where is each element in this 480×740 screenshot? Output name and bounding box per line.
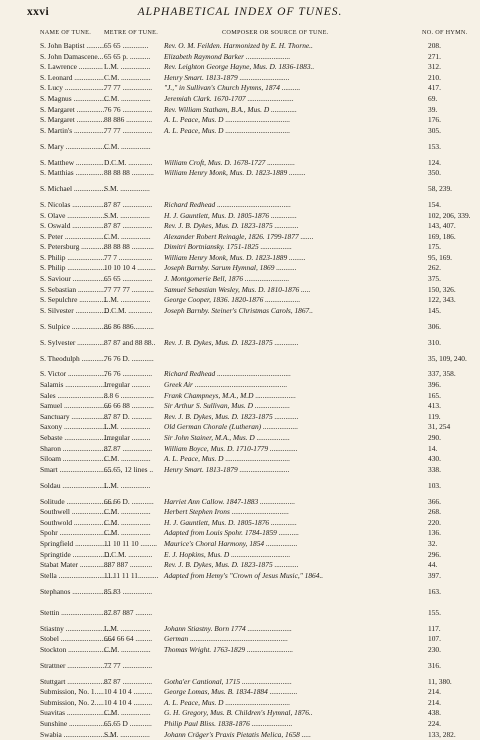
tune-name: Strattner ........................: [40, 660, 112, 670]
tune-name: S. Martin's .................: [40, 125, 106, 135]
tune-metre: C.M. ................: [104, 93, 151, 103]
tune-metre: 10 4 10 4 ..........: [104, 687, 153, 697]
tune-composer: Harriet Ann Callow. 1847-1883 ...................: [164, 496, 296, 506]
hymn-numbers: 102, 206, 339.: [428, 210, 471, 220]
tune-metre: D.C.M. .............: [104, 157, 153, 167]
tune-entry: [0, 274, 480, 285]
tune-metre: 65 65 ..............: [104, 41, 149, 50]
hymn-numbers: 11, 380.: [428, 676, 452, 686]
tune-composer: George Lomas, Mus. B. 1834-1884 ...............: [164, 687, 298, 697]
tune-metre: 76 76 ................: [104, 369, 153, 379]
tune-name: S. Olave .....................: [40, 210, 107, 220]
tune-name: S. Matthew ...............: [40, 157, 104, 167]
tune-composer: Jeremiah Clark. 1670-1707 .........................: [164, 93, 294, 103]
tune-entry: [0, 295, 480, 306]
tune-metre: C.M. ................: [104, 454, 151, 464]
tune-metre: C.M. ................: [104, 507, 151, 517]
tune-name: S. Leonard ................: [40, 72, 104, 82]
hymn-numbers: 175.: [428, 242, 441, 252]
hymn-numbers: 150, 326.: [428, 284, 456, 294]
tune-composer: H. J. Gauntlett, Mus. D. 1805-1876 ..............: [164, 517, 297, 527]
tune-metre: C.M. ................: [104, 644, 151, 654]
tune-name: Stettin ............................: [40, 607, 113, 617]
tune-entry: [0, 83, 480, 94]
hymn-numbers: 220.: [428, 517, 441, 527]
hymn-numbers: 296.: [428, 549, 441, 559]
tune-name: S. Lucy ......................: [40, 83, 106, 93]
tune-entry: [0, 369, 480, 380]
tune-name: S. Mary .......................: [40, 141, 109, 151]
hymn-numbers: 39.: [428, 104, 438, 114]
tune-name: Springtide .....................: [40, 549, 112, 559]
tune-metre: 66 66 D. ............: [104, 496, 154, 506]
hymn-numbers: 224.: [428, 719, 441, 728]
tune-composer: Adapted from Louis Spohr. 1784-1859 ...........: [164, 528, 300, 538]
tune-entry: [0, 316, 480, 337]
tune-name: Samuel .........................: [40, 401, 111, 411]
tune-name: Springfield ...................: [40, 538, 111, 548]
hymn-numbers: 176.: [428, 115, 441, 125]
tune-composer: Elizabeth Raymond Barker ........................: [164, 51, 291, 61]
tune-metre: 77 77 77 ............: [104, 284, 154, 294]
hymn-numbers: 397.: [428, 570, 441, 580]
tune-composer: E. J. Hopkins, Mus. D ................................: [164, 549, 291, 559]
hymn-numbers: 262.: [428, 263, 441, 273]
tune-metre: 65 65 D ............: [104, 719, 152, 728]
tune-metre: 88 88 88 ............: [104, 242, 154, 252]
tune-name: S. Margaret ...............: [40, 115, 105, 125]
tune-metre: 87 87 ................: [104, 676, 153, 686]
tune-entry: [0, 401, 480, 412]
tune-composer: "J.," in Sullivan's Church Hymns, 1874 ..........: [164, 83, 301, 93]
tune-metre: 887 887 ............: [104, 560, 153, 570]
tune-entry: [0, 253, 480, 264]
tune-entry: [0, 73, 480, 84]
tune-metre: 77 7 ..................: [104, 252, 153, 262]
tune-metre: 88 88 88 ............: [104, 168, 154, 178]
hymn-numbers: 305.: [428, 125, 441, 135]
hymn-numbers: 165.: [428, 390, 441, 400]
hymn-numbers: 163.: [428, 586, 441, 596]
tune-name: S. Sebastian ...............: [40, 284, 106, 294]
hymn-numbers: 58, 239.: [428, 184, 453, 194]
tune-composer: Richard Redhead ........................................: [164, 199, 291, 209]
tune-composer: Maurice's Choral Harmony, 1854 .................: [164, 538, 298, 548]
tune-entry: [0, 221, 480, 232]
tune-name: Soldau ...........................: [40, 480, 113, 490]
tune-entry: [0, 687, 480, 698]
tune-name: S. Victor .....................: [40, 369, 107, 379]
tune-entry: [0, 158, 480, 169]
tune-name: S. Sylvester ...............: [40, 337, 105, 347]
tune-entry: [0, 507, 480, 518]
hymn-numbers: 103.: [428, 480, 441, 490]
tune-composer: Henry Smart. 1813-1879 ...........................: [164, 72, 290, 82]
tune-composer: G. H. Gregory, Mus. B. Children's Hymnal, 1876..: [164, 708, 313, 718]
tune-metre: 86 86 886...........: [104, 321, 154, 331]
tune-metre: 85 83 ................: [104, 586, 153, 596]
hymn-numbers: 117.: [428, 623, 441, 633]
column-header-name: NAME OF TUNE.: [40, 29, 92, 36]
tune-composer: Frank Champneys, M.A., M.D ......................: [164, 390, 296, 400]
tune-name: S. John Baptist ..........: [40, 41, 105, 50]
tune-metre: 87 87 ................: [104, 221, 153, 231]
tune-name: Sharon ...........................: [40, 443, 113, 453]
tune-name: Southwell .......................: [40, 507, 115, 517]
tune-name: Sanctuary .....................: [40, 411, 111, 421]
tune-composer: Alexander Robert Reinagle, 1826. 1799-1877 .......: [164, 231, 314, 241]
tune-name: Stockton .........................: [40, 644, 115, 654]
tune-entry: [0, 126, 480, 137]
page-title: ALPHABETICAL INDEX OF TUNES.: [137, 6, 343, 18]
tune-name: Spohr ..............................: [40, 528, 115, 538]
hymn-numbers: 417.: [428, 83, 441, 93]
tune-composer: Rev. J. B. Dykes, Mus. D. 1823-1875 .............: [164, 337, 299, 347]
tune-composer: Rev. William Statham, B.A., Mus. D ..............: [164, 104, 297, 114]
tune-name: S. Oswald ..................: [40, 221, 106, 231]
tune-metre: Irregular ..........: [104, 432, 151, 442]
tune-entry: [0, 645, 480, 656]
tune-composer: William Henry Monk, Mus. D. 1823-1889 .........: [164, 252, 306, 262]
tune-entry: [0, 94, 480, 105]
tune-name: Submission, No. 2.....: [40, 697, 104, 707]
column-header-hymn: NO. OF HYMN.: [422, 29, 468, 36]
tune-composer: A. L. Peace, Mus. D ...................................: [164, 697, 291, 707]
tune-name: S. Petersburg .............: [40, 242, 106, 252]
hymn-numbers: 396.: [428, 380, 441, 389]
tune-composer: Henry Smart. 1813-1879 ...........................: [164, 464, 290, 474]
tune-entry: [0, 677, 480, 688]
tune-name: Siloam ...........................: [40, 454, 113, 464]
tune-name: S. Saviour ...................: [40, 274, 108, 284]
tune-entry: [0, 422, 480, 433]
tune-metre: 11 11 11 11...........: [104, 570, 159, 580]
tune-name: S. Margaret ...............: [40, 104, 105, 114]
page-number: xxvi: [27, 6, 50, 18]
tune-entry: [0, 497, 480, 508]
tune-entry: [0, 581, 480, 602]
hymn-numbers: 69.: [428, 93, 438, 103]
tune-entry: [0, 518, 480, 529]
tune-name: Swabia ...........................: [40, 729, 114, 739]
tune-composer: Rev. J. B. Dykes, Mus. D. 1823-1875 .............: [164, 560, 299, 570]
hymn-numbers: 290.: [428, 432, 441, 442]
tune-entry: [0, 115, 480, 126]
tune-entry: [0, 528, 480, 539]
tune-name: S. Magnus ...................: [40, 93, 109, 103]
hymn-numbers: 214.: [428, 697, 441, 707]
hymn-numbers: 337, 358.: [428, 369, 456, 379]
tune-entry: [0, 242, 480, 253]
tune-metre: C.M. ................: [104, 708, 151, 718]
tune-name: S. Theodulph .............: [40, 353, 106, 363]
hymn-numbers: 316.: [428, 660, 441, 670]
tune-metre: Irregular ..........: [104, 380, 151, 389]
tune-entry: [0, 624, 480, 635]
hymn-numbers: 44.: [428, 560, 438, 570]
hymn-numbers: 31, 254: [428, 422, 451, 432]
tune-name: Saxony ..........................: [40, 422, 113, 432]
page-header: [0, 6, 480, 22]
tune-composer: Johann Cräger's Praxis Pietatis Melica, 1658 .....: [164, 729, 311, 739]
tune-entry: [0, 698, 480, 709]
hymn-numbers: 230.: [428, 644, 441, 654]
tune-composer: A. L. Peace, Mus. D ...................................: [164, 125, 291, 135]
hymn-numbers: 119.: [428, 411, 441, 421]
hymn-numbers: 95, 169.: [428, 252, 453, 262]
hymn-numbers: 154.: [428, 199, 441, 209]
hymn-numbers: 306.: [428, 321, 441, 331]
tune-metre: 77 77 ................: [104, 125, 153, 135]
tune-entry: [0, 730, 480, 740]
hymn-numbers: 268.: [428, 507, 441, 517]
tune-composer: Philip Paul Bliss. 1838-1876 ......................: [164, 719, 293, 728]
hymn-numbers: 145.: [428, 305, 441, 315]
hymn-numbers: 310.: [428, 337, 441, 347]
tune-name: Sales ............................: [40, 390, 110, 400]
tune-name: S. Lawrence .............: [40, 62, 103, 72]
tune-metre: 10 4 10 4 ..........: [104, 697, 153, 707]
hymn-numbers: 124.: [428, 157, 441, 167]
tune-metre: S.M. ................: [104, 184, 150, 194]
tune-name: S. Matthias ...............: [40, 168, 104, 178]
tune-entry: [0, 391, 480, 402]
tune-name: S. Peter .......................: [40, 231, 108, 241]
tune-name: Solitude ..........................: [40, 496, 115, 506]
tune-metre: 65 65, 12 lines ..: [104, 464, 154, 474]
column-header-composer: COMPOSER OR SOURCE OF TUNE.: [222, 29, 329, 36]
tune-name: S. John Damascene...: [40, 51, 104, 61]
tune-name: Submission, No. 1.....: [40, 687, 104, 697]
tune-name: Stella ..............................: [40, 570, 115, 580]
hymn-numbers: 136.: [428, 528, 441, 538]
tune-entry: [0, 550, 480, 561]
hymn-numbers: 169, 186.: [428, 231, 456, 241]
tune-metre: 87 87 ................: [104, 443, 153, 453]
tune-entry: [0, 179, 480, 200]
tune-entry: [0, 168, 480, 179]
tune-entry: [0, 560, 480, 571]
tune-composer: Rev. Leighton George Hayne, Mus. D. 1836-1883..: [164, 62, 315, 72]
tune-composer: Rev. J. B. Dykes, Mus. D. 1823-1875 .............: [164, 411, 299, 421]
column-header-metre: METRE OF TUNE.: [104, 29, 159, 36]
tune-composer: Herbert Stephen Irons ...............................: [164, 507, 289, 517]
tune-name: Southwold .......................: [40, 517, 117, 527]
tune-name: S. Silvester ..................: [40, 305, 109, 315]
tune-entry: [0, 306, 480, 317]
tune-metre: L.M. ................: [104, 295, 151, 305]
tune-name: Sunshine ........................: [40, 719, 114, 728]
hymn-numbers: 133, 282.: [428, 729, 456, 739]
tune-composer: Thomas Wright. 1763-1829 .........................: [164, 644, 294, 654]
tune-metre: 87 87 ................: [104, 199, 153, 209]
tune-name: S. Philip .....................: [40, 252, 107, 262]
tune-name: S. Sepulchre ...............: [40, 295, 107, 305]
tune-entry: [0, 52, 480, 63]
tune-entry: [0, 200, 480, 211]
tune-metre: L.M. ................: [104, 623, 151, 633]
tune-name: Stiastny .........................: [40, 623, 112, 633]
tune-metre: 87 87 887 .........: [104, 607, 153, 617]
tune-metre: 76 76 ................: [104, 104, 153, 114]
hymn-numbers: 155.: [428, 607, 441, 617]
tune-metre: 8 8 6 ..................: [104, 390, 154, 400]
hymn-numbers: 208.: [428, 41, 441, 50]
hymn-numbers: 430.: [428, 454, 441, 464]
tune-name: S. Sulpice .....................: [40, 321, 111, 331]
tune-composer: A. L. Peace, Mus. D ...................................: [164, 454, 291, 464]
tune-name: Suavitas ..........................: [40, 708, 115, 718]
tune-entry: [0, 708, 480, 719]
tune-entry: [0, 412, 480, 423]
tune-entry: [0, 719, 480, 730]
tune-name: Stuttgart ........................: [40, 676, 112, 686]
tune-entry: [0, 211, 480, 222]
tune-composer: Samuel Sebastian Wesley, Mus. D. 1810-1876 .....: [164, 284, 311, 294]
tune-metre: 65 65 p. ...........: [104, 51, 151, 61]
tune-entry: [0, 62, 480, 73]
tune-metre: 87 87 and 88 88..: [104, 337, 156, 347]
tune-metre: C.M. ................: [104, 517, 151, 527]
tune-composer: H. J. Gauntlett, Mus. D. 1805-1876 ..............: [164, 210, 297, 220]
tune-entry: [0, 263, 480, 274]
hymn-numbers: 366.: [428, 496, 441, 506]
tune-metre: 11 10 11 10 .........: [104, 538, 158, 548]
tune-composer: Joseph Barnby. Steiner's Christmas Carols, 1867..: [164, 305, 313, 315]
tune-composer: Greek Air ..................................................: [164, 380, 288, 389]
tune-metre: 77 77 ................: [104, 660, 153, 670]
tune-composer: Gotha'er Cantional, 1715 ...........................: [164, 676, 292, 686]
hymn-numbers: 107.: [428, 634, 441, 644]
tune-entry: [0, 454, 480, 465]
tune-composer: Rev. J. B. Dykes, Mus. D. 1823-1875 .............: [164, 221, 299, 231]
tune-metre: 66 66 88 ............: [104, 401, 154, 411]
tune-entry: [0, 348, 480, 369]
hymn-numbers: 413.: [428, 401, 441, 411]
tune-entry: [0, 41, 480, 52]
hymn-numbers: 122, 343.: [428, 295, 456, 305]
tune-metre: 664 66 64 .........: [104, 634, 153, 644]
tune-name: S. Nicolas ...................: [40, 199, 108, 209]
tune-metre: C.M. ................: [104, 72, 151, 82]
tune-entry: [0, 539, 480, 550]
tune-entry: [0, 285, 480, 296]
hymn-numbers: 271.: [428, 51, 441, 61]
tune-index-list: [0, 41, 480, 740]
tune-composer: Richard Redhead ........................................: [164, 369, 291, 379]
tune-metre: 77 77 ................: [104, 83, 153, 93]
tune-composer: Rev. O. M. Feilden. Harmonized by E. H. Thorne..: [164, 41, 313, 50]
tune-entry: [0, 433, 480, 444]
tune-composer: William Croft, Mus. D. 1678-1727 ...............: [164, 157, 295, 167]
tune-composer: A. L. Peace, Mus. D ...................................: [164, 115, 291, 125]
tune-composer: German .....................................................: [164, 634, 288, 644]
tune-entry: [0, 465, 480, 476]
tune-composer: William Boyce, Mus. D. 1710-1779 ...............: [164, 443, 298, 453]
tune-entry: [0, 136, 480, 157]
hymn-numbers: 350.: [428, 168, 441, 178]
tune-name: S. Philip .....................: [40, 263, 107, 273]
tune-name: Stabat Mater ................: [40, 560, 110, 570]
tune-metre: S.M. ................: [104, 729, 150, 739]
tune-metre: L.M. ................: [104, 62, 151, 72]
tune-metre: 10 10 10 4 ..........: [104, 263, 156, 273]
tune-composer: Adapted from Hemy's "Crown of Jesus Music," 1864..: [164, 570, 324, 580]
tune-metre: 87 87 D. ...........: [104, 411, 152, 421]
tune-metre: L.M. ................: [104, 422, 151, 432]
hymn-numbers: 32.: [428, 538, 438, 548]
tune-entry: [0, 105, 480, 116]
tune-composer: Joseph Barnby. Sarum Hymnal, 1869 ...........: [164, 263, 297, 273]
tune-name: Smart .............................: [40, 464, 114, 474]
tune-metre: D.C.M. .............: [104, 549, 153, 559]
hymn-numbers: 143, 407.: [428, 221, 456, 231]
tune-name: Salamis .......................: [40, 380, 108, 389]
tune-entry: [0, 380, 480, 391]
tune-composer: Johann Stiastny. Born 1774 ........................: [164, 623, 292, 633]
tune-entry: [0, 655, 480, 676]
tune-composer: Sir John Stainer, M.A., Mus. D ..................: [164, 432, 290, 442]
column-headers: [0, 29, 480, 39]
hymn-numbers: 35, 109, 240.: [428, 353, 467, 363]
hymn-numbers: 14.: [428, 443, 438, 453]
tune-metre: 65 65 ................: [104, 274, 153, 284]
tune-composer: Dimitri Bortniansky. 1751-1825 .................: [164, 242, 292, 252]
tune-entry: [0, 338, 480, 349]
tune-metre: 88 886 ..............: [104, 115, 153, 125]
tune-name: Sebaste ..........................: [40, 432, 113, 442]
tune-composer: Sir Arthur S. Sullivan, Mus. D ...................: [164, 401, 290, 411]
tune-metre: D.C.M. .............: [104, 305, 153, 315]
tune-entry: [0, 634, 480, 645]
tune-entry: [0, 232, 480, 243]
hymn-numbers: 210.: [428, 72, 441, 82]
tune-name: Stephanos .......................: [40, 586, 115, 596]
tune-metre: L.M. ................: [104, 480, 151, 490]
tune-metre: S.M. ................: [104, 210, 150, 220]
tune-composer: Old German Chorale (Lutheran) ...................: [164, 422, 299, 432]
tune-entry: [0, 444, 480, 455]
tune-metre: C.M. ................: [104, 141, 151, 151]
hymn-numbers: 375.: [428, 274, 441, 284]
tune-composer: J. Montgomerie Bell, 1876 ........................: [164, 274, 290, 284]
tune-entry: [0, 602, 480, 623]
tune-composer: George Cooper, 1836. 1820-1876 ...................: [164, 295, 301, 305]
tune-name: S. Michael .................: [40, 184, 106, 194]
tune-composer: William Henry Monk, Mus. D. 1823-1889 .........: [164, 168, 306, 178]
hymn-numbers: 438.: [428, 708, 441, 718]
tune-metre: 76 76 D. ............: [104, 353, 154, 363]
tune-metre: C.M. ................: [104, 231, 151, 241]
hymn-numbers: 338.: [428, 464, 441, 474]
tune-entry: [0, 475, 480, 496]
tune-entry: [0, 571, 480, 582]
tune-metre: C.M. ................: [104, 528, 151, 538]
tune-name: Stobel .............................: [40, 634, 115, 644]
hymn-numbers: 312.: [428, 62, 441, 72]
hymn-numbers: 214.: [428, 687, 441, 697]
hymn-numbers: 153.: [428, 141, 441, 151]
